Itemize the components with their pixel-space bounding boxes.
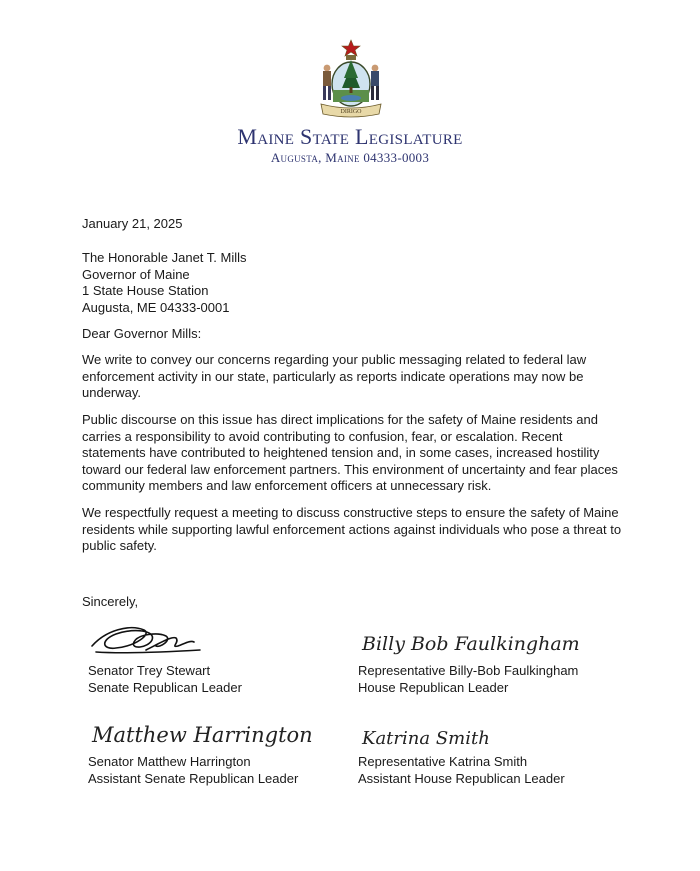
signature-katrina-smith — [358, 718, 518, 754]
signatory-name: Senator Trey Stewart — [88, 663, 211, 678]
recipient-line: Governor of Maine — [82, 266, 190, 282]
signatory-block — [358, 753, 565, 787]
letterhead-title: Maine State Legislature — [237, 124, 463, 149]
signature-matthew-harrington — [88, 712, 313, 754]
svg-text:Katrina Smith: Katrina Smith — [362, 728, 490, 749]
maine-state-seal-icon — [313, 38, 389, 120]
salutation: Dear Governor Mills: — [82, 326, 202, 341]
svg-text:Billy Bob Faulkingham: Billy Bob Faulkingham — [362, 633, 580, 655]
seal-motto: DIRIGO — [340, 109, 362, 115]
signatory-title: Senate Republican Leader — [88, 680, 242, 695]
signature-trey-stewart — [86, 616, 206, 660]
recipient-line: 1 State House Station — [82, 283, 209, 299]
signatory-name: Representative Katrina Smith — [358, 754, 528, 769]
closing: Sincerely, — [82, 594, 139, 609]
signatory-title: Assistant House Republican Leader — [358, 771, 565, 786]
recipient-line: The Honorable Janet T. Mills — [82, 250, 247, 265]
paragraph-2: Public discourse on this issue has direct implications for the safety of Maine residents and carries a responsibility to avoid contributing to confusion, fear, or escalation. Recent statements have contributed to heightened tension and, in some cases, increased hostility toward our federal law enforcement partners. This environment of uncertainty and fear places community members and law enforcement officers at unnecessary risk. — [82, 412, 618, 494]
signatory-block — [88, 662, 242, 696]
signatory-block — [358, 662, 578, 696]
letterhead — [0, 124, 700, 166]
signatory-name: Senator Matthew Harrington — [88, 754, 251, 769]
signatory-title: Assistant Senate Republican Leader — [88, 771, 299, 786]
signatory-block — [88, 753, 298, 787]
paragraph-1: We write to convey our concerns regarding your public messaging related to federal law enforcement activity in our state, particularly as reports indicate operations may now be underway. — [82, 352, 587, 401]
recipient-address — [82, 250, 627, 316]
letterhead-address: Augusta, Maine 04333-0003 — [270, 150, 430, 165]
signatory-title: House Republican Leader — [358, 680, 509, 695]
svg-text:Matthew Harrington: Matthew Harrington — [92, 723, 313, 747]
signature-billy-bob-faulkingham — [358, 624, 580, 662]
paragraph-3: We respectfully request a meeting to discuss constructive steps to ensure the safety of Maine residents while supporting lawful enforcement actions against individuals who pose a threat to public safety. — [82, 505, 622, 554]
letter-date: January 21, 2025 — [82, 216, 183, 231]
recipient-line: Augusta, ME 04333-0001 — [82, 299, 230, 315]
signatory-name: Representative Billy-Bob Faulkingham — [358, 663, 579, 678]
